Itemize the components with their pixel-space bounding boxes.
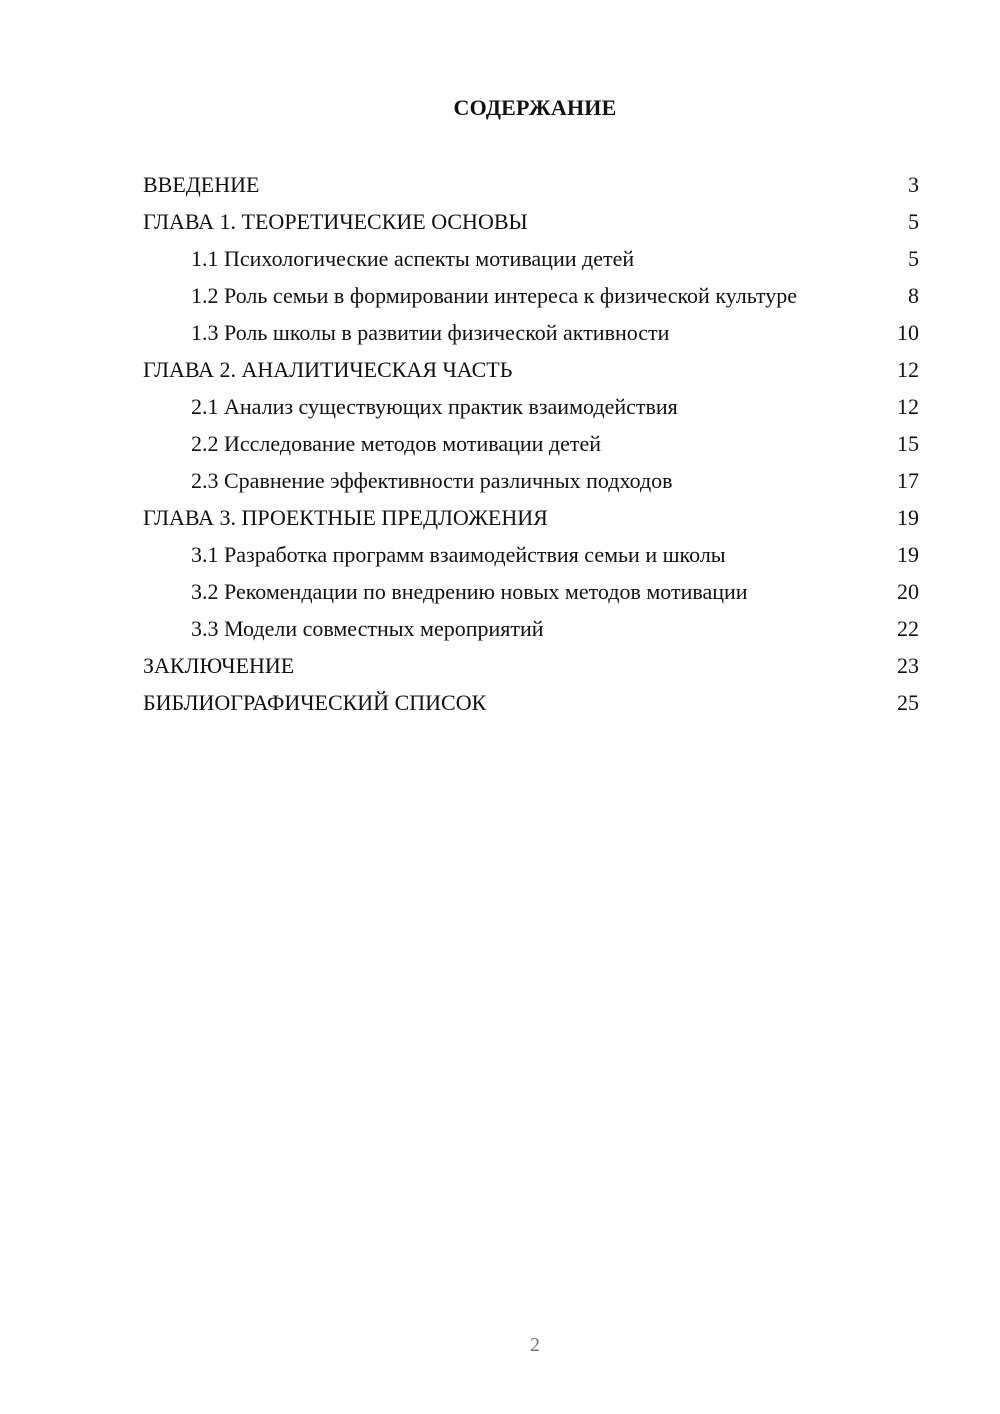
toc-entry [143, 610, 919, 647]
toc-entry [143, 351, 919, 388]
toc-entry-title: 3.2 Рекомендации по внедрению новых методов мотивации [191, 579, 748, 604]
page-number: 2 [530, 1334, 540, 1356]
toc-entry-page: 20 [897, 579, 919, 604]
toc-entry-title: 2.1 Анализ существующих практик взаимодействия [191, 394, 678, 419]
toc-entry-page: 8 [908, 283, 919, 308]
toc-entry-page: 10 [897, 320, 919, 345]
toc-entry-title: ГЛАВА 1. ТЕОРЕТИЧЕСКИЕ ОСНОВЫ [143, 209, 528, 234]
toc-entry [143, 499, 919, 536]
toc-entry-title: 1.3 Роль школы в развитии физической активности [191, 320, 670, 345]
toc-entry-page: 5 [908, 246, 919, 271]
table-of-contents [143, 166, 919, 721]
toc-entry-page: 3 [908, 172, 919, 197]
toc-entry-page: 19 [897, 505, 919, 530]
toc-entry [143, 647, 919, 684]
toc-entry [143, 166, 919, 203]
toc-entry-page: 15 [897, 431, 919, 456]
toc-entry-title: ГЛАВА 3. ПРОЕКТНЫЕ ПРЕДЛОЖЕНИЯ [143, 505, 548, 530]
toc-entry-title: 2.3 Сравнение эффективности различных подходов [191, 468, 673, 493]
toc-entry [143, 462, 919, 499]
toc-entry [143, 203, 919, 240]
toc-entry [143, 240, 919, 277]
toc-entry-title: ВВЕДЕНИЕ [143, 172, 260, 197]
toc-entry-title: 1.1 Психологические аспекты мотивации детей [191, 246, 635, 271]
toc-entry-page: 23 [897, 653, 919, 678]
toc-entry-page: 22 [897, 616, 919, 641]
toc-entry-title: 1.2 Роль семьи в формировании интереса к физической культуре [191, 283, 797, 308]
toc-entry-title: БИБЛИОГРАФИЧЕСКИЙ СПИСОК [143, 690, 487, 715]
toc-entry-page: 17 [897, 468, 919, 493]
toc-entry-page: 19 [897, 542, 919, 567]
toc-entry-title: 3.1 Разработка программ взаимодействия семьи и школы [191, 542, 726, 567]
toc-entry-title: 3.3 Модели совместных мероприятий [191, 616, 544, 641]
toc-entry-page: 5 [908, 209, 919, 234]
toc-entry [143, 684, 919, 721]
toc-heading: СОДЕРЖАНИЕ [453, 95, 617, 120]
toc-entry-title: 2.2 Исследование методов мотивации детей [191, 431, 602, 456]
toc-entry [143, 425, 919, 462]
toc-entry-page: 12 [897, 394, 919, 419]
toc-entry [143, 388, 919, 425]
toc-entry [143, 277, 919, 314]
toc-entry-title: ЗАКЛЮЧЕНИЕ [143, 653, 295, 678]
toc-entry-page: 25 [897, 690, 919, 715]
toc-entry [143, 536, 919, 573]
toc-entry-title: ГЛАВА 2. АНАЛИТИЧЕСКАЯ ЧАСТЬ [143, 357, 513, 382]
toc-entry [143, 314, 919, 351]
toc-entry [143, 573, 919, 610]
toc-entry-page: 12 [897, 357, 919, 382]
